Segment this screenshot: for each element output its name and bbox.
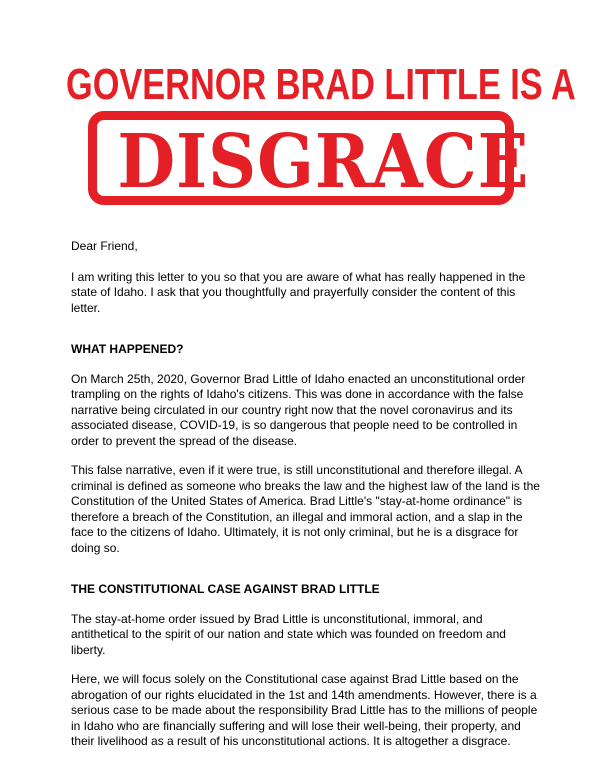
- intro-paragraph: I am writing this letter to you so that you are aware of what has really happened in the state of Idaho. I ask that you thoughtfully and prayerfully consider the content of this letter.: [71, 269, 526, 315]
- paragraph: This false narrative, even if it were true, is still unconstitutional and therefore illegal. A criminal is defined as someone who breaks the law and the highest law of the land is the Constitution of the United States of America. Brad Little's "stay-at-home ordinance" is therefore a breach of the Constitution, an illegal and immoral action, and a slap in the face to the citizens of Idaho. Ultimately, it is not only criminal, but he is a disgrace for doing so.: [71, 463, 540, 555]
- stamp-word: DISGRACE: [117, 119, 530, 205]
- salutation: Dear Friend,: [71, 239, 138, 253]
- disgrace-stamp: [88, 111, 530, 205]
- paragraph: On March 25th, 2020, Governor Brad Little of Idaho enacted an unconstitutional order trampling on the rights of Idaho's citizens. This was done in accordance with the false narrative being circulated in our country right now that the novel coronavirus and its associated disease, COVID-19, is so dangerous that people need to be controlled in order to prevent the spread of the disease.: [71, 371, 526, 448]
- letter-header: [0, 0, 600, 230]
- letter-body: [71, 239, 541, 764]
- paragraph: Here, we will focus solely on the Constitutional case against Brad Little based on the abrogation of our rights elucidated in the 1st and 14th amendments. However, there is a serious case to be made about the responsibility Brad Little has to the millions of people in Idaho who are financially suffering and will lose their well-being, their property, and their livelihood as a result of his unconstitutional actions. It is altogether a disgrace.: [71, 672, 538, 748]
- headline: GOVERNOR BRAD LITTLE IS A: [66, 60, 576, 109]
- section-heading-constitutional-case: THE CONSTITUTIONAL CASE AGAINST BRAD LITTLE: [71, 582, 380, 596]
- paragraph: The stay-at-home order issued by Brad Little is unconstitutional, immoral, and antithetical to the spirit of our nation and state which was founded on freedom and liberty.: [71, 611, 506, 657]
- section-heading-what-happened: WHAT HAPPENED?: [71, 342, 184, 356]
